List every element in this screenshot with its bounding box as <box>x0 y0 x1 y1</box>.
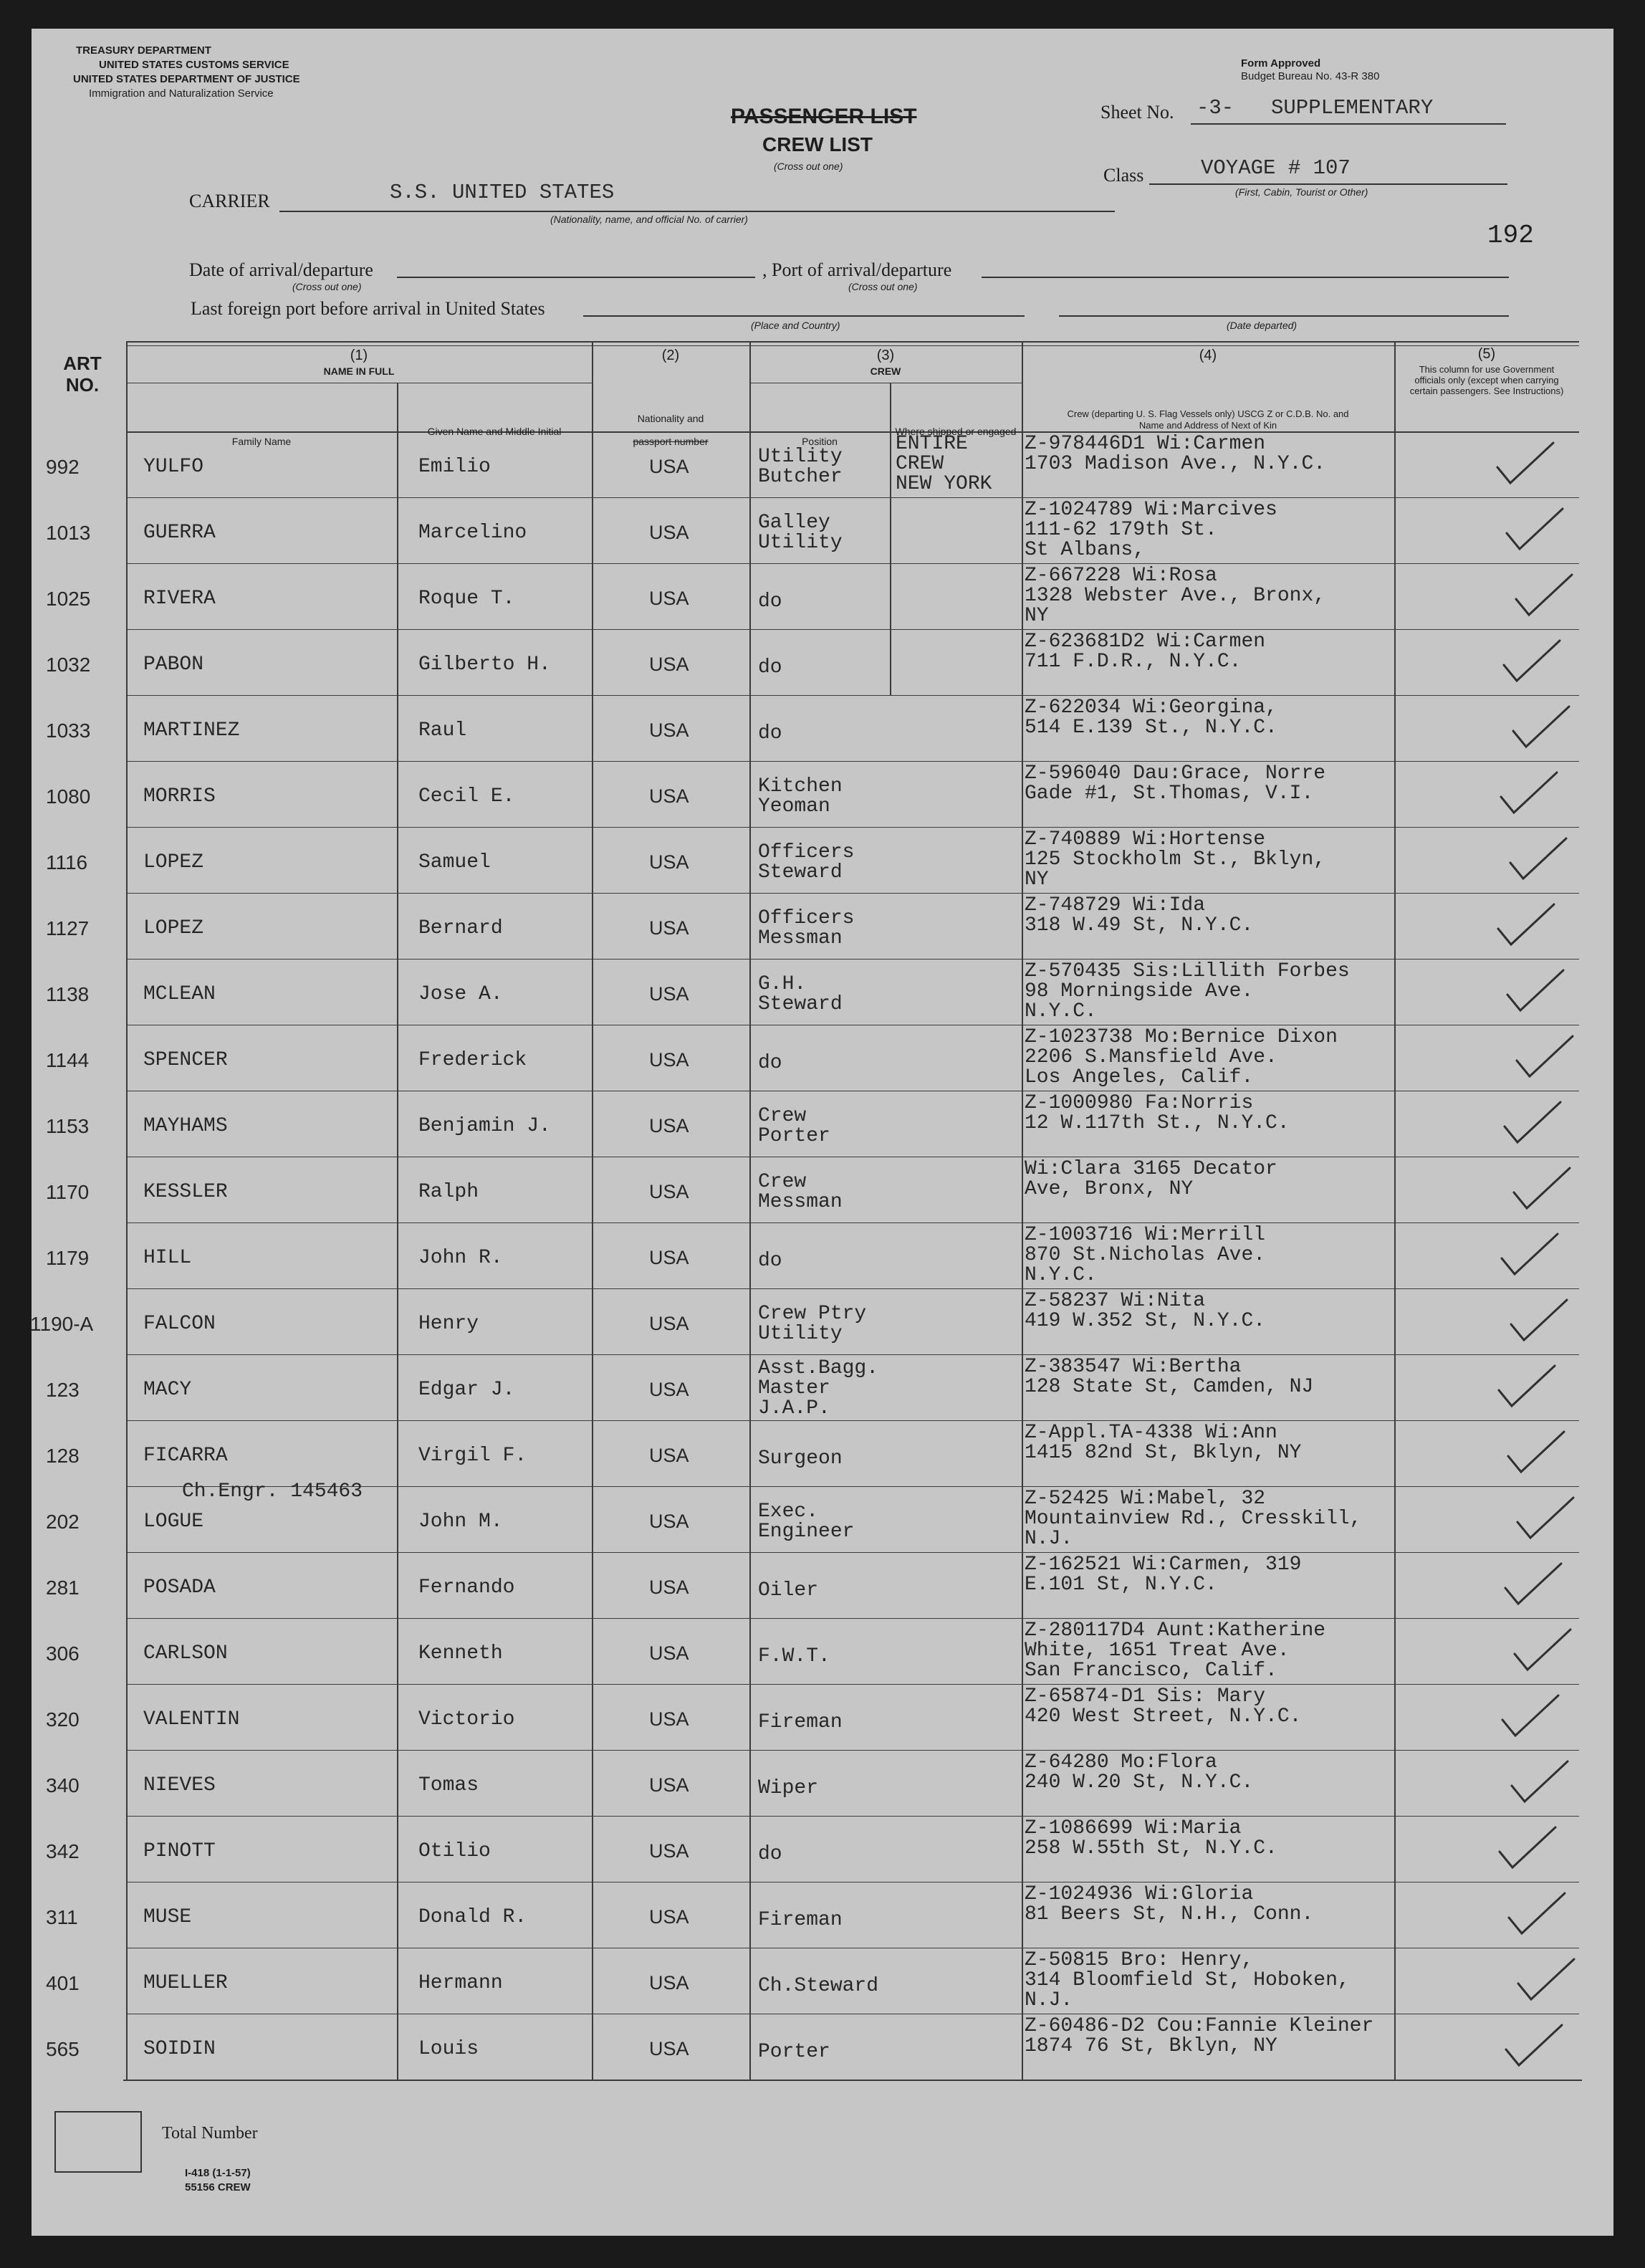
next-of-kin-line: 12 W.117th St., N.Y.C. <box>1025 1112 1290 1134</box>
nationality: USA <box>649 1181 689 1202</box>
column-divider-c4e <box>1394 341 1396 2080</box>
art-number: 306 <box>46 1642 80 1665</box>
next-of-kin-line: 258 W.55th St, N.Y.C. <box>1025 1837 1277 1860</box>
family-name: HILL <box>143 1247 192 1269</box>
check-mark-icon <box>1498 1691 1563 1741</box>
position: do <box>758 722 782 745</box>
next-of-kin-line: Ave, Bronx, NY <box>1025 1178 1194 1200</box>
family-name: VALENTIN <box>143 1708 240 1731</box>
class-label: Class <box>1103 165 1144 186</box>
family-name: LOGUE <box>143 1511 204 1533</box>
check-mark-icon <box>1510 1164 1574 1214</box>
next-of-kin-line: Z-50815 Bro: Henry, <box>1025 1949 1254 1971</box>
next-of-kin-line: 420 West Street, N.Y.C. <box>1025 1705 1302 1728</box>
next-of-kin-line: 514 E.139 St., N.Y.C. <box>1025 717 1277 739</box>
total-box[interactable] <box>54 2111 142 2173</box>
family-name: FALCON <box>143 1313 216 1335</box>
nationality: USA <box>649 588 689 609</box>
position: Officers <box>758 841 855 863</box>
crew-list-form <box>32 29 1613 2236</box>
next-of-kin-line: Z-978446D1 Wi:Carmen <box>1025 433 1266 455</box>
next-of-kin-line: Wi:Clara 3165 Decator <box>1025 1158 1277 1180</box>
art-number: 340 <box>46 1774 80 1796</box>
date-hint: (Cross out one) <box>292 281 362 292</box>
next-of-kin-line: Z-Appl.TA-4338 Wi:Ann <box>1025 1422 1277 1444</box>
col3-number: (3) <box>876 348 895 363</box>
art-number: 311 <box>46 1906 78 1928</box>
next-of-kin-line: 128 State St, Camden, NJ <box>1025 1376 1314 1398</box>
next-of-kin-line: NY <box>1025 605 1049 627</box>
check-mark-icon <box>1503 966 1568 1016</box>
nationality: USA <box>649 654 689 675</box>
cross-out-hint: (Cross out one) <box>774 161 843 172</box>
nationality: USA <box>649 456 689 477</box>
column-divider-left <box>126 341 128 2080</box>
family-name: NIEVES <box>143 1774 216 1796</box>
sheet-supplementary: SUPPLEMENTARY <box>1271 96 1434 120</box>
art-number: 1080 <box>46 785 91 808</box>
given-name: Fernando <box>418 1576 515 1599</box>
next-of-kin-line: 81 Beers St, N.H., Conn. <box>1025 1903 1314 1925</box>
passport-header: passport number <box>633 436 709 447</box>
nationality: USA <box>649 1972 689 1994</box>
form-id: 55156 CREW <box>185 2181 251 2193</box>
art-number: 1025 <box>46 588 91 610</box>
col5-title: This column for use Government officials only (except when carrying certain passengers. See Instructions) <box>1409 364 1564 396</box>
given-name: Bernard <box>418 917 503 939</box>
next-of-kin-line: San Francisco, Calif. <box>1025 1660 1277 1682</box>
row-divider <box>126 1288 1579 1289</box>
family-name: GUERRA <box>143 522 216 544</box>
agency-line-4: Immigration and Naturalization Service <box>89 87 274 100</box>
nationality: USA <box>649 1313 689 1334</box>
row-divider <box>126 893 1579 894</box>
next-of-kin-line: 2206 S.Mansfield Ave. <box>1025 1046 1277 1068</box>
sheet-label: Sheet No. <box>1100 102 1174 123</box>
art-number: 1179 <box>46 1247 90 1269</box>
form-code: I-418 (1-1-57) <box>185 2167 251 2179</box>
column-divider-c1e <box>592 341 593 2080</box>
chief-engineer-note: Ch.Engr. 145463 <box>182 1480 363 1503</box>
position: Asst.Bagg. <box>758 1357 879 1379</box>
nationality: USA <box>649 1708 689 1730</box>
given-name: Otilio <box>418 1840 491 1862</box>
row-divider <box>126 761 1579 762</box>
position: do <box>758 590 782 613</box>
given-name: Jose A. <box>418 983 503 1005</box>
position: Wiper <box>758 1777 819 1799</box>
art-number: 1170 <box>46 1181 90 1203</box>
check-mark-icon <box>1507 1757 1572 1807</box>
next-of-kin-line: White, 1651 Treat Ave. <box>1025 1640 1290 1662</box>
next-of-kin-line: Z-1003716 Wi:Merrill <box>1025 1224 1266 1246</box>
row-divider <box>126 1750 1579 1751</box>
art-number: 202 <box>46 1511 80 1533</box>
table-top-border-2 <box>126 345 1579 346</box>
row-divider <box>126 1222 1579 1223</box>
art-number: 123 <box>46 1379 80 1401</box>
agency-line-1: TREASURY DEPARTMENT <box>76 44 211 57</box>
next-of-kin-line: Z-58237 Wi:Nita <box>1025 1290 1206 1312</box>
art-number: 1033 <box>46 719 91 742</box>
next-of-kin-line: 318 W.49 St, N.Y.C. <box>1025 914 1254 937</box>
given-name: John M. <box>418 1511 503 1533</box>
nationality: USA <box>649 983 689 1005</box>
shipped-note-line: NEW YORK <box>896 473 992 495</box>
family-name: MUSE <box>143 1906 192 1928</box>
crew-header: CREW <box>870 365 901 377</box>
next-of-kin-line: Z-60486-D2 Cou:Fannie Kleiner <box>1025 2015 1374 2037</box>
shipped-note-line: CREW <box>896 453 944 475</box>
next-of-kin-line: 125 Stockholm St., Bklyn, <box>1025 848 1326 871</box>
position: Engineer <box>758 1521 855 1543</box>
family-name: PINOTT <box>143 1840 216 1862</box>
next-of-kin-line: Z-383547 Wi:Bertha <box>1025 1356 1242 1378</box>
sheet-number: -3- <box>1196 96 1234 120</box>
art-number: 1127 <box>46 917 90 939</box>
position: Yeoman <box>758 795 830 818</box>
nationality: USA <box>649 2038 689 2059</box>
art-no-header: ART NO. <box>63 353 102 396</box>
next-of-kin-line: Z-570435 Sis:Lillith Forbes <box>1025 960 1350 982</box>
art-number: 1116 <box>46 851 88 874</box>
row-divider <box>126 695 1579 696</box>
check-mark-icon <box>1504 1427 1568 1478</box>
position: Master <box>758 1377 830 1399</box>
next-of-kin-line: 98 Morningside Ave. <box>1025 980 1254 1003</box>
nationality: USA <box>649 1906 689 1928</box>
art-number: 1144 <box>46 1049 90 1071</box>
position: Steward <box>758 993 843 1015</box>
family-name: MCLEAN <box>143 983 216 1005</box>
art-number: 565 <box>46 2038 80 2060</box>
position: Steward <box>758 861 843 884</box>
row-divider <box>126 629 1579 630</box>
family-name: MAYHAMS <box>143 1115 228 1137</box>
family-name: MUELLER <box>143 1972 228 1994</box>
row-divider <box>126 827 1579 828</box>
next-of-kin-line: Z-740889 Wi:Hortense <box>1025 828 1266 851</box>
position: Surgeon <box>758 1448 843 1470</box>
row-divider <box>126 1420 1579 1421</box>
nationality: USA <box>649 1774 689 1796</box>
next-of-kin-line: 240 W.20 St, N.Y.C. <box>1025 1771 1254 1794</box>
given-name: Kenneth <box>418 1642 503 1665</box>
art-number: 401 <box>46 1972 80 1994</box>
given-name: Roque T. <box>418 588 515 610</box>
next-of-kin-line: Z-623681D2 Wi:Carmen <box>1025 631 1266 653</box>
position: Porter <box>758 2041 830 2063</box>
given-name: Gilberto H. <box>418 654 551 676</box>
col4-number: (4) <box>1199 348 1217 363</box>
position: Oiler <box>758 1579 819 1602</box>
column-divider-c1b <box>397 383 398 2080</box>
form-approved: Form Approved <box>1241 57 1321 70</box>
given-name: Tomas <box>418 1774 479 1796</box>
row-divider <box>126 497 1579 498</box>
next-of-kin-line: NY <box>1025 869 1049 891</box>
check-mark-icon <box>1501 1559 1565 1609</box>
check-mark-icon <box>1495 1823 1560 1873</box>
next-of-kin-line: Z-1024936 Wi:Gloria <box>1025 1883 1254 1905</box>
next-of-kin-line: Los Angeles, Calif. <box>1025 1066 1254 1088</box>
position: do <box>758 656 782 679</box>
given-name: Cecil E. <box>418 785 515 808</box>
position: Fireman <box>758 1909 843 1931</box>
table-top-border <box>126 341 1579 343</box>
position: J.A.P. <box>758 1397 830 1420</box>
nationality: USA <box>649 1576 689 1598</box>
next-of-kin-line: Z-1000980 Fa:Norris <box>1025 1092 1254 1114</box>
next-of-kin-line: Z-1024789 Wi:Marcives <box>1025 499 1277 521</box>
family-name: POSADA <box>143 1576 216 1599</box>
position: Butcher <box>758 466 843 488</box>
position-header: Position <box>802 436 838 447</box>
carrier-value: S.S. UNITED STATES <box>390 181 615 204</box>
date-label: Date of arrival/departure <box>189 259 373 280</box>
position: Kitchen <box>758 775 843 798</box>
next-of-kin-line: Z-667228 Wi:Rosa <box>1025 565 1217 587</box>
nationality: USA <box>649 1115 689 1137</box>
family-name: FICARRA <box>143 1445 228 1467</box>
position: do <box>758 1052 782 1074</box>
position: do <box>758 1843 782 1865</box>
nationality: USA <box>649 1049 689 1071</box>
position: Utility <box>758 1323 843 1345</box>
given-name: Louis <box>418 2038 479 2060</box>
family-name: PABON <box>143 654 204 676</box>
position: Ch.Steward <box>758 1975 879 1997</box>
position: Exec. <box>758 1501 819 1523</box>
row-divider <box>126 1816 1579 1817</box>
given-name: Frederick <box>418 1049 527 1071</box>
nationality: USA <box>649 851 689 873</box>
check-mark-icon <box>1514 1955 1578 2005</box>
nationality: USA <box>649 1379 689 1400</box>
given-name: Benjamin J. <box>418 1115 551 1137</box>
position: Crew <box>758 1171 807 1193</box>
col5-number: (5) <box>1477 346 1496 362</box>
position: do <box>758 1250 782 1272</box>
nationality: USA <box>649 1445 689 1466</box>
next-of-kin-line: Z-65874-D1 Sis: Mary <box>1025 1685 1266 1708</box>
next-of-kin-line: Z-748729 Wi:Ida <box>1025 894 1206 917</box>
check-mark-icon <box>1497 1230 1562 1280</box>
nationality: USA <box>649 1511 689 1532</box>
next-of-kin-line: 111-62 179th St. <box>1025 519 1217 541</box>
date-departed-hint: (Date departed) <box>1227 320 1298 331</box>
check-mark-icon <box>1500 636 1564 686</box>
last-port-label: Last foreign port before arrival in United States <box>191 298 545 319</box>
family-name: LOPEZ <box>143 851 204 874</box>
place-hint: (Place and Country) <box>751 320 840 331</box>
row-divider <box>126 1354 1579 1355</box>
given-name: Ralph <box>418 1181 479 1203</box>
position: F.W.T. <box>758 1645 830 1667</box>
art-number: 1032 <box>46 654 91 676</box>
col4-title: Crew (departing U. S. Flag Vessels only) USCG Z or C.D.B. No. and Name and Address of Next of Kin <box>1067 408 1349 431</box>
agency-line-2: UNITED STATES CUSTOMS SERVICE <box>99 59 289 71</box>
nationality: USA <box>649 522 689 543</box>
family-name: MACY <box>143 1379 192 1401</box>
next-of-kin-line: 1415 82nd St, Bklyn, NY <box>1025 1442 1302 1464</box>
row-divider <box>126 563 1579 564</box>
next-of-kin-line: Z-596040 Dau:Grace, Norre <box>1025 762 1326 785</box>
carrier-label: CARRIER <box>189 191 270 211</box>
position: Fireman <box>758 1711 843 1733</box>
art-number: 1013 <box>46 522 91 544</box>
check-mark-icon <box>1500 1098 1565 1148</box>
next-of-kin-line: 1328 Webster Ave., Bronx, <box>1025 585 1326 607</box>
nationality: USA <box>649 1642 689 1664</box>
page-number: 192 <box>1487 221 1534 250</box>
next-of-kin-line: 1874 76 St, Bklyn, NY <box>1025 2035 1277 2057</box>
given-name: Hermann <box>418 1972 503 1994</box>
next-of-kin-line: 419 W.352 St, N.Y.C. <box>1025 1310 1266 1332</box>
family-name: SPENCER <box>143 1049 228 1071</box>
family-name: YULFO <box>143 456 204 478</box>
nationality: USA <box>649 719 689 741</box>
family-name: MARTINEZ <box>143 719 240 742</box>
given-name: Raul <box>418 719 467 742</box>
port-label: , Port of arrival/departure <box>762 259 952 280</box>
check-mark-icon <box>1495 1362 1559 1412</box>
family-name-header: Family Name <box>231 436 292 447</box>
position: Crew Ptry <box>758 1303 867 1325</box>
row-divider <box>126 1618 1579 1619</box>
next-of-kin-line: Z-1086699 Wi:Maria <box>1025 1817 1242 1839</box>
position: Porter <box>758 1125 830 1147</box>
carrier-hint: (Nationality, name, and official No. of carrier) <box>550 214 748 225</box>
nationality: USA <box>649 1247 689 1268</box>
check-mark-icon <box>1509 702 1573 752</box>
family-name: RIVERA <box>143 588 216 610</box>
next-of-kin-line: 870 St.Nicholas Ave. <box>1025 1244 1266 1266</box>
shipped-note-line: ENTIRE <box>896 433 968 455</box>
crew-list-title: CREW LIST <box>762 133 873 155</box>
next-of-kin-line: Z-64280 Mo:Flora <box>1025 1751 1217 1774</box>
given-name: Marcelino <box>418 522 527 544</box>
header-bottom-line <box>126 431 1579 433</box>
check-mark-icon <box>1494 900 1558 950</box>
position: G.H. <box>758 973 807 995</box>
given-name: John R. <box>418 1247 503 1269</box>
art-number: 281 <box>46 1576 80 1599</box>
nationality: USA <box>649 785 689 807</box>
nationality: USA <box>649 1840 689 1862</box>
family-name: KESSLER <box>143 1181 228 1203</box>
next-of-kin-line: Mountainview Rd., Cresskill, <box>1025 1508 1362 1530</box>
given-name: Victorio <box>418 1708 515 1731</box>
art-number: 342 <box>46 1840 80 1862</box>
next-of-kin-line: Z-280117D4 Aunt:Katherine <box>1025 1619 1326 1642</box>
check-mark-icon <box>1510 1625 1575 1675</box>
family-name: LOPEZ <box>143 917 204 939</box>
check-mark-icon <box>1502 504 1567 555</box>
position: Crew <box>758 1105 807 1127</box>
next-of-kin-line: 711 F.D.R., N.Y.C. <box>1025 651 1242 673</box>
check-mark-icon <box>1497 768 1561 818</box>
check-mark-icon <box>1512 570 1576 621</box>
row-divider <box>126 1684 1579 1685</box>
family-name: MORRIS <box>143 785 216 808</box>
next-of-kin-line: N.J. <box>1025 1528 1073 1550</box>
table-bottom-border <box>123 2080 1582 2081</box>
column-divider-c2e <box>749 341 751 2080</box>
passenger-list-title: PASSENGER LIST <box>731 105 917 128</box>
row-divider <box>126 1552 1579 1553</box>
column-divider-c3e <box>1022 341 1023 2080</box>
check-mark-icon <box>1502 2021 1566 2071</box>
nationality-header: Nationality and <box>637 413 704 424</box>
art-number: 1138 <box>46 983 90 1005</box>
given-name: Donald R. <box>418 1906 527 1928</box>
next-of-kin-line: St Albans, <box>1025 539 1146 561</box>
art-number: 992 <box>46 456 80 478</box>
check-mark-icon <box>1506 834 1570 884</box>
col1-number: (1) <box>350 348 368 363</box>
given-name-header: Given Name and Middle Initial <box>427 426 562 437</box>
check-mark-icon <box>1505 1889 1569 1939</box>
position: Messman <box>758 927 843 949</box>
art-number: 128 <box>46 1445 80 1467</box>
next-of-kin-line: Z-622034 Wi:Georgina, <box>1025 697 1277 719</box>
class-hint: (First, Cabin, Tourist or Other) <box>1235 186 1368 198</box>
art-number: 320 <box>46 1708 80 1731</box>
col1-title: NAME IN FULL <box>323 365 395 377</box>
position: Messman <box>758 1191 843 1213</box>
art-number: 1190-A <box>30 1313 94 1335</box>
port-hint: (Cross out one) <box>848 281 918 292</box>
check-mark-icon <box>1507 1296 1571 1346</box>
next-of-kin-line: Z-52425 Wi:Mabel, 32 <box>1025 1488 1266 1510</box>
nationality: USA <box>649 917 689 939</box>
next-of-kin-line: 1703 Madison Ave., N.Y.C. <box>1025 453 1326 475</box>
check-mark-icon <box>1493 439 1558 489</box>
family-name: SOIDIN <box>143 2038 216 2060</box>
row-divider <box>126 959 1579 960</box>
position: Officers <box>758 907 855 929</box>
check-mark-icon <box>1513 1493 1578 1544</box>
col2-number: (2) <box>661 348 680 363</box>
next-of-kin-line: N.Y.C. <box>1025 1000 1097 1023</box>
given-name: Samuel <box>418 851 491 874</box>
next-of-kin-line: N.Y.C. <box>1025 1264 1097 1286</box>
position: Utility <box>758 532 843 554</box>
given-name: Virgil F. <box>418 1445 527 1467</box>
given-name: Henry <box>418 1313 479 1335</box>
next-of-kin-line: Z-1023738 Mo:Bernice Dixon <box>1025 1026 1338 1048</box>
next-of-kin-line: 314 Bloomfield St, Hoboken, <box>1025 1969 1350 1991</box>
family-name: CARLSON <box>143 1642 228 1665</box>
position: Utility <box>758 446 843 468</box>
where-shipped-header: Where shipped or engaged <box>895 426 1017 437</box>
class-value: VOYAGE # 107 <box>1201 156 1351 180</box>
total-number-label: Total Number <box>162 2124 258 2143</box>
given-name: Emilio <box>418 456 491 478</box>
given-name: Edgar J. <box>418 1379 515 1401</box>
next-of-kin-line: Z-162521 Wi:Carmen, 319 <box>1025 1554 1302 1576</box>
check-mark-icon <box>1512 1032 1577 1082</box>
art-number: 1153 <box>46 1115 90 1137</box>
agency-line-3: UNITED STATES DEPARTMENT OF JUSTICE <box>73 73 300 85</box>
next-of-kin-line: N.J. <box>1025 1989 1073 2011</box>
budget-bureau: Budget Bureau No. 43-R 380 <box>1241 70 1380 82</box>
next-of-kin-line: Gade #1, St.Thomas, V.I. <box>1025 783 1314 805</box>
position: Galley <box>758 512 830 534</box>
next-of-kin-line: E.101 St, N.Y.C. <box>1025 1574 1217 1596</box>
